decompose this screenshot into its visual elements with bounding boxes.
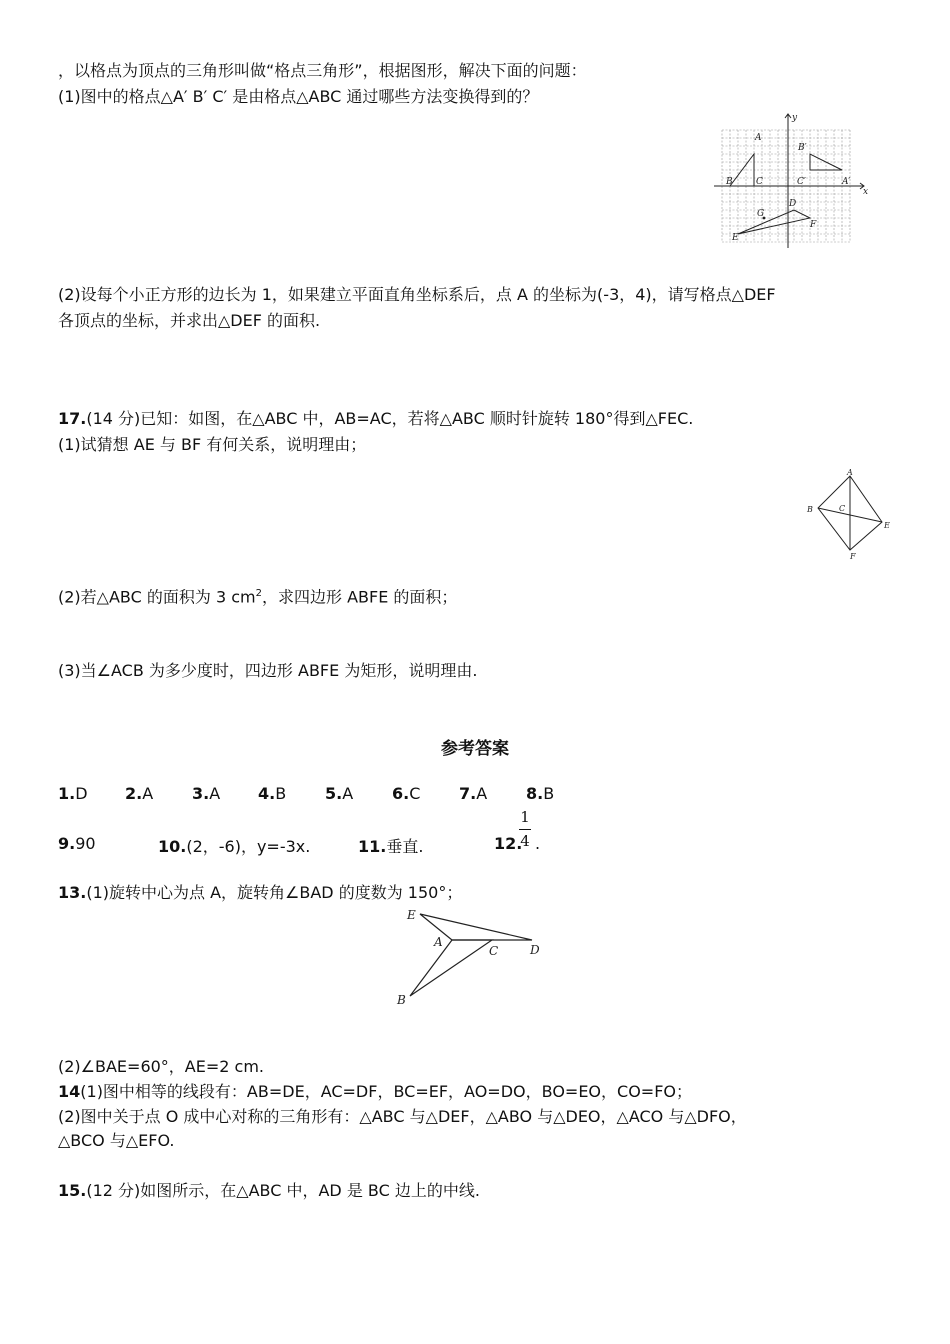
label-c: C bbox=[489, 944, 499, 958]
label-c: C bbox=[756, 177, 763, 187]
label-a1: A′ bbox=[842, 177, 851, 187]
label-d: D bbox=[530, 943, 540, 957]
label-a: A bbox=[434, 935, 443, 949]
q17-part2 bbox=[58, 583, 457, 608]
answer-12-fraction-bar bbox=[519, 829, 531, 830]
label-g: G bbox=[757, 209, 765, 219]
label-f: F bbox=[850, 552, 856, 561]
q17-heading-text: (14 分)已知：如图，在△ABC 中，AB=AC，若将△ABC 顺时针旋转 180°得到△FEC. bbox=[86, 409, 694, 428]
label-e: E bbox=[732, 233, 739, 243]
label-f: F bbox=[810, 220, 817, 230]
answer-13-part2: (2)∠BAE=60°，AE=2 cm. bbox=[58, 1057, 265, 1076]
q17-part2-tail: ，求四边形 ABFE 的面积； bbox=[261, 587, 458, 607]
q17-part3: (3)当∠ACB 为多少度时，四边形 ABFE 为矩形，说明理由. bbox=[58, 661, 478, 680]
answer-4: 4.B bbox=[258, 784, 287, 803]
triangle-acb bbox=[410, 940, 492, 996]
label-a: A bbox=[755, 133, 762, 143]
label-e: E bbox=[407, 908, 416, 922]
q17-part2-sup: 2 bbox=[255, 588, 262, 599]
q17-number: 17. bbox=[58, 409, 87, 428]
answer-12-denominator: 4 bbox=[520, 832, 530, 850]
answer-5: 5.A bbox=[325, 784, 354, 803]
answer-14-part2-line2: △BCO 与△EFO. bbox=[58, 1131, 175, 1150]
label-b: B bbox=[807, 505, 813, 514]
answer-12-numerator: 1 bbox=[520, 808, 530, 826]
answer-6: 6.C bbox=[392, 784, 421, 803]
q17-part1: (1)试猜想 AE 与 BF 有何关系，说明理由； bbox=[58, 435, 367, 454]
label-c: C bbox=[839, 504, 846, 513]
answer-14-part2-line1: (2)图中关于点 O 成中心对称的三角形有：△ABC 与△DEF，△ABO 与△DEO，△ACO 与△DFO， bbox=[58, 1107, 747, 1126]
q16-grid-figure bbox=[712, 110, 874, 250]
q17-part2-text: (2)若△ABC 的面积为 3 cm bbox=[58, 587, 256, 607]
q16-part1: (1)图中的格点△A′ B′ C′ 是由格点△ABC 通过哪些方法变换得到的？ bbox=[58, 87, 539, 106]
q16-part2-line2: 各顶点的坐标，并求出△DEF 的面积. bbox=[58, 311, 321, 330]
answer-13-figure bbox=[392, 904, 552, 1012]
answer-11: 11.垂直. bbox=[358, 837, 424, 856]
label-x: x bbox=[863, 187, 869, 197]
triangle-def bbox=[738, 210, 810, 234]
answer-2: 2.A bbox=[125, 784, 154, 803]
q17-heading bbox=[58, 408, 693, 430]
answer-14-part1: 14(1)图中相等的线段有：AB=DE，AC=DF，BC=EF，AO=DO，BO=EO，CO=FO； bbox=[58, 1082, 692, 1101]
q16-part2-line1: (2)设每个小正方形的边长为 1，如果建立平面直角坐标系后，点 A 的坐标为(-3，4)，请写格点△DEF bbox=[58, 285, 776, 304]
label-d: D bbox=[789, 199, 797, 209]
answers-title: 参考答案 bbox=[441, 739, 509, 759]
answer-12-tail: . bbox=[535, 834, 541, 853]
answer-13-part1: 13.(1)旋转中心为点 A，旋转角∠BAD 的度数为 150°； bbox=[58, 883, 463, 902]
answer-10: 10.(2，-6)，y=-3x. bbox=[158, 837, 311, 856]
question-15: 15.(12 分)如图所示，在△ABC 中，AD 是 BC 边上的中线. bbox=[58, 1181, 480, 1200]
answer-7: 7.A bbox=[459, 784, 488, 803]
label-e: E bbox=[884, 521, 890, 530]
label-b1: B′ bbox=[798, 143, 807, 153]
label-b: B bbox=[726, 177, 733, 187]
answer-12: 12. bbox=[494, 834, 523, 853]
label-y: y bbox=[792, 113, 798, 123]
label-b: B bbox=[397, 993, 406, 1007]
label-a: A bbox=[847, 468, 853, 477]
answer-8: 8.B bbox=[526, 784, 555, 803]
answer-9: 9.90 bbox=[58, 834, 96, 853]
q16-intro: ，以格点为顶点的三角形叫做“格点三角形”，根据图形，解决下面的问题： bbox=[58, 61, 587, 80]
label-c1: C′ bbox=[797, 177, 806, 187]
answer-3: 3.A bbox=[192, 784, 221, 803]
answer-1: 1.D bbox=[58, 784, 88, 803]
q17-figure bbox=[800, 466, 900, 562]
